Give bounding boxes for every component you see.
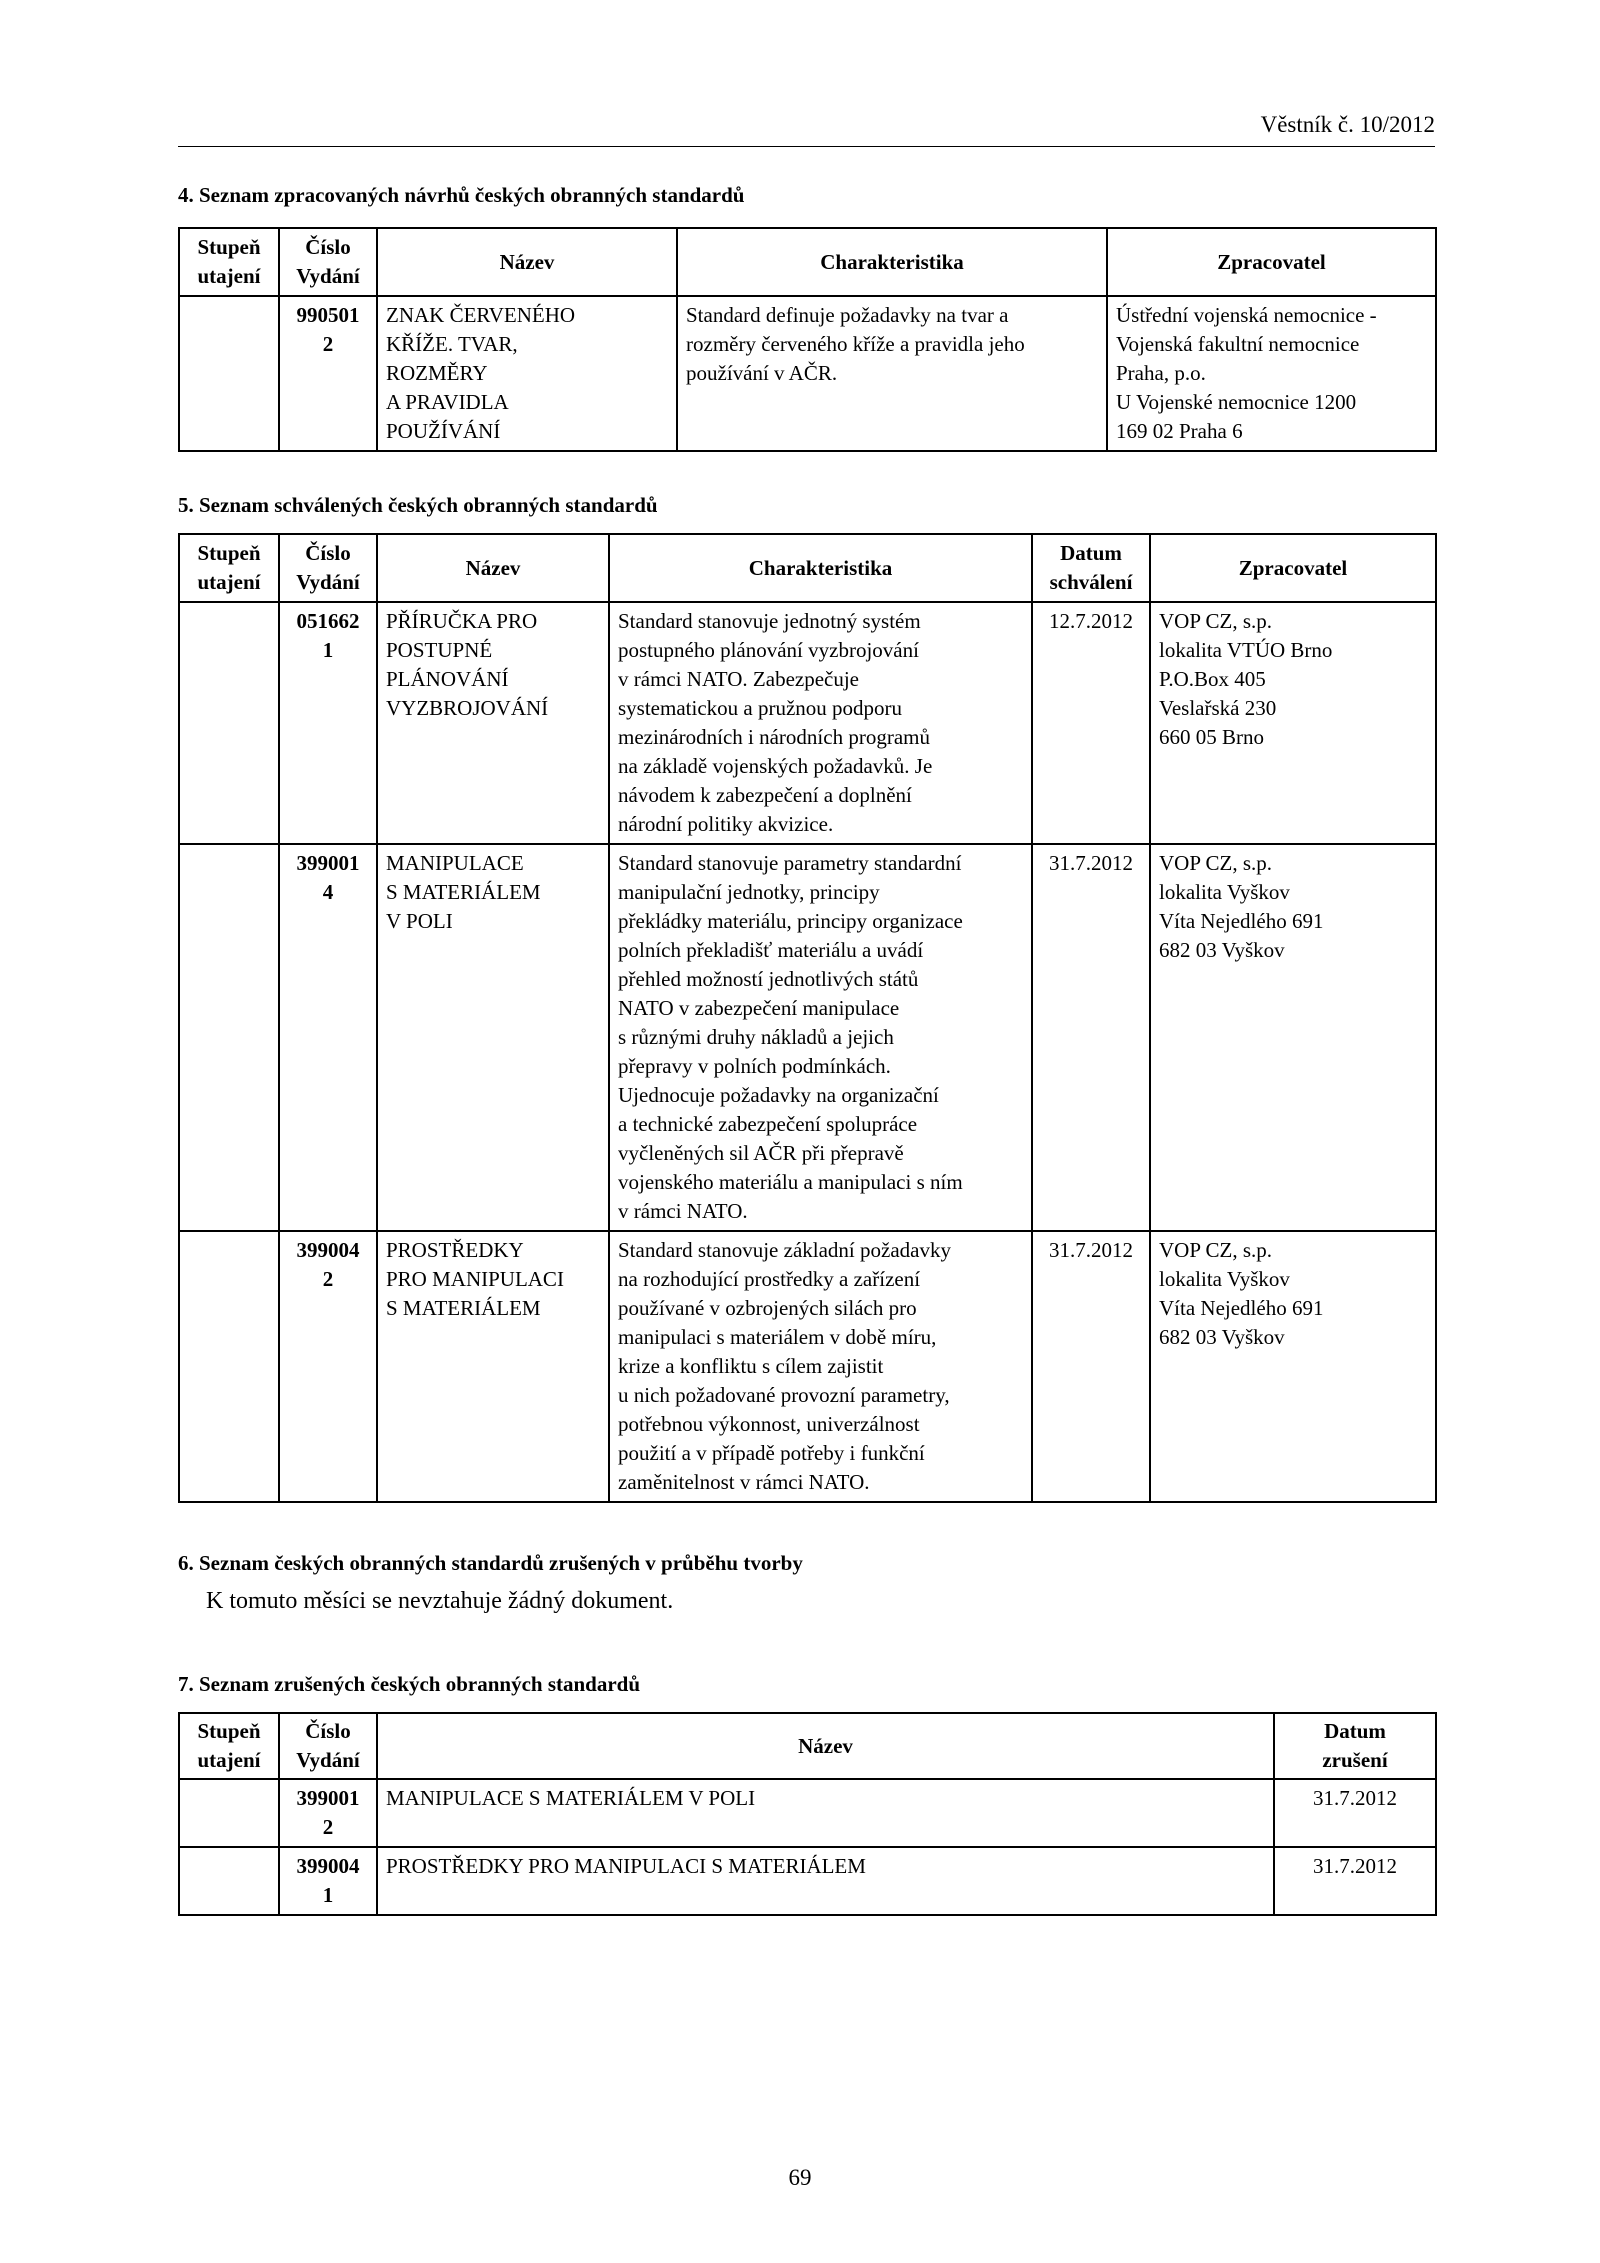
section-7-title: 7. Seznam zrušených českých obranných standardů [178,1672,641,1696]
section-4-title: 4. Seznam zpracovaných návrhů českých obranných standardů [178,183,745,207]
cell-charakteristika: Standard definuje požadavky na tvar a rozměry červeného kříže a pravidla jeho používání v AČR. [677,296,1107,451]
col-cislo-vydani: Číslo Vydání [279,534,377,602]
cell-datum: 31.7.2012 [1032,844,1150,1231]
section-4-table [178,227,1437,452]
page-header [178,112,1435,147]
section-5-table [178,533,1437,1503]
bulletin-title: Věstník č. 10/2012 [1260,112,1435,137]
section-6-text: K tomuto měsíci se nevztahuje žádný dokument. [206,1588,674,1614]
cell-datum: 12.7.2012 [1032,602,1150,844]
col-stupen-utajeni: Stupeň utajení [179,1713,279,1779]
col-cislo-vydani: Číslo Vydání [279,228,377,296]
col-charakteristika: Charakteristika [677,228,1107,296]
cell-stupen [179,1779,279,1847]
section-6-title: 6. Seznam českých obranných standardů zrušených v průběhu tvorby [178,1551,803,1575]
cell-zpracovatel: VOP CZ, s.p. lokalita Vyškov Víta Nejedlého 691 682 03 Vyškov [1150,1231,1436,1502]
col-datum-schvaleni: Datum schválení [1032,534,1150,602]
cell-cislo: 399004 2 [279,1231,377,1502]
col-stupen-utajeni: Stupeň utajení [179,228,279,296]
page-number: 69 [788,2165,812,2190]
col-cislo-vydani: Číslo Vydání [279,1713,377,1779]
table-row [179,1779,1436,1847]
cell-cislo: 399004 1 [279,1847,377,1915]
col-nazev: Název [377,1713,1274,1779]
col-zpracovatel: Zpracovatel [1150,534,1436,602]
cell-nazev: MANIPULACE S MATERIÁLEM V POLI [377,844,609,1231]
cell-cislo: 051662 1 [279,602,377,844]
table-row [179,1847,1436,1915]
cell-cislo: 399001 2 [279,1779,377,1847]
cell-charakteristika: Standard stanovuje základní požadavky na rozhodující prostředky a zařízení používané v ozbrojených silách pro manipulaci s materiálem v době míru, krize a konfliktu s cílem zajistit u nich požadované provozní parametry, potřebnou výkonnost, univerzálnost použití a v případě potřeby i funkční zaměnitelnost v rámci NATO. [609,1231,1032,1502]
cell-nazev: PROSTŘEDKY PRO MANIPULACI S MATERIÁLEM [377,1847,1274,1915]
cell-cislo: 990501 2 [279,296,377,451]
cell-stupen [179,1847,279,1915]
table-row [179,602,1436,844]
cell-nazev: ZNAK ČERVENÉHO KŘÍŽE. TVAR, ROZMĚRY A PRAVIDLA POUŽÍVÁNÍ [377,296,677,451]
cell-stupen [179,844,279,1231]
table-row [179,844,1436,1231]
cell-datum: 31.7.2012 [1032,1231,1150,1502]
section-7-table [178,1712,1437,1916]
cell-stupen [179,602,279,844]
col-nazev: Název [377,228,677,296]
cell-zpracovatel: VOP CZ, s.p. lokalita Vyškov Víta Nejedlého 691 682 03 Vyškov [1150,844,1436,1231]
cell-datum: 31.7.2012 [1274,1847,1436,1915]
section-5-title: 5. Seznam schválených českých obranných standardů [178,493,658,517]
cell-zpracovatel: Ústřední vojenská nemocnice - Vojenská fakultní nemocnice Praha, p.o. U Vojenské nemocnice 1200 169 02 Praha 6 [1107,296,1436,451]
table-header-row [179,534,1436,602]
table-row [179,296,1436,451]
cell-nazev: PROSTŘEDKY PRO MANIPULACI S MATERIÁLEM [377,1231,609,1502]
cell-stupen [179,1231,279,1502]
col-charakteristika: Charakteristika [609,534,1032,602]
cell-nazev: MANIPULACE S MATERIÁLEM V POLI [377,1779,1274,1847]
table-header-row [179,1713,1436,1779]
cell-datum: 31.7.2012 [1274,1779,1436,1847]
cell-zpracovatel: VOP CZ, s.p. lokalita VTÚO Brno P.O.Box 405 Veslařská 230 660 05 Brno [1150,602,1436,844]
table-header-row [179,228,1436,296]
cell-charakteristika: Standard stanovuje jednotný systém postupného plánování vyzbrojování v rámci NATO. Zabezpečuje systematickou a pružnou podporu mezinárodních i národních programů na základě vojenských požadavků. Je návodem k zabezpečení a doplnění národní politiky akvizice. [609,602,1032,844]
col-nazev: Název [377,534,609,602]
col-zpracovatel: Zpracovatel [1107,228,1436,296]
table-row [179,1231,1436,1502]
col-stupen-utajeni: Stupeň utajení [179,534,279,602]
cell-nazev: PŘÍRUČKA PRO POSTUPNÉ PLÁNOVÁNÍ VYZBROJOVÁNÍ [377,602,609,844]
cell-cislo: 399001 4 [279,844,377,1231]
cell-charakteristika: Standard stanovuje parametry standardní manipulační jednotky, principy překládky materiálu, principy organizace polních překladišť materiálu a uvádí přehled možností jednotlivých států NATO v zabezpečení manipulace s různými druhy nákladů a jejich přepravy v polních podmínkách. Ujednocuje požadavky na organizační a technické zabezpečení spolupráce vyčleněných sil AČR při přepravě vojenského materiálu a manipulaci s ním v rámci NATO. [609,844,1032,1231]
col-datum-zruseni: Datum zrušení [1274,1713,1436,1779]
cell-stupen [179,296,279,451]
